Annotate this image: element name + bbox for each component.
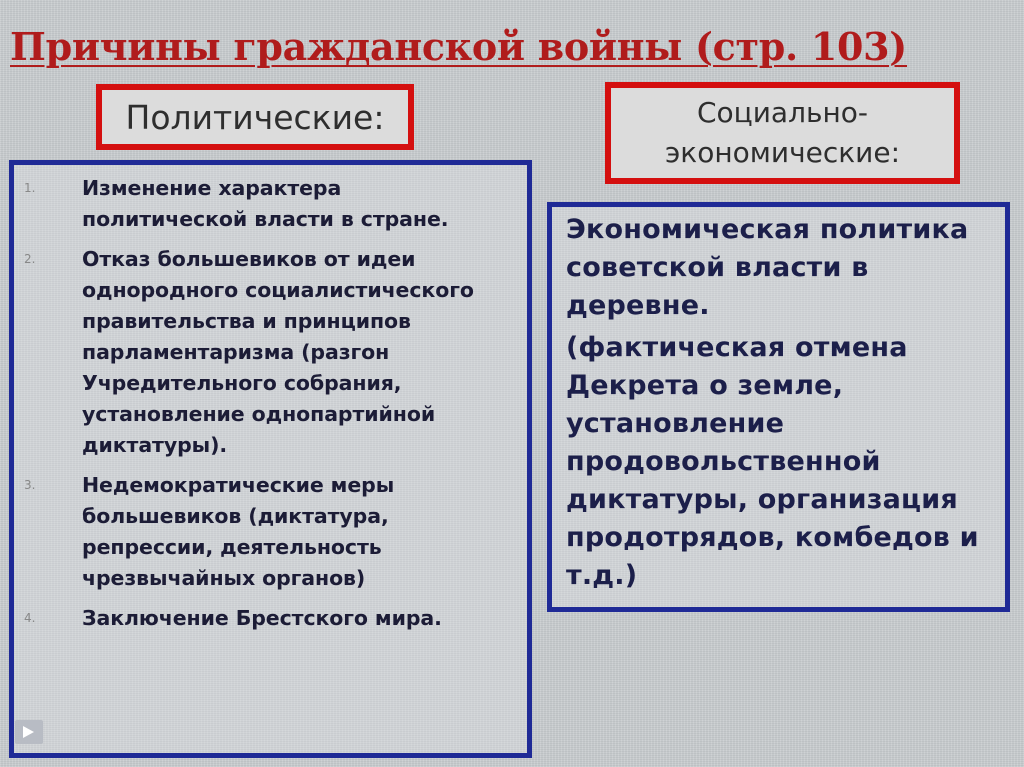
list-item	[14, 470, 527, 594]
political-causes-list	[14, 165, 527, 634]
item-text: Заключение Брестского мира.	[82, 606, 442, 630]
socioeconomic-heading: Социально- экономические:	[664, 96, 901, 169]
item-number: 3.	[24, 478, 36, 492]
slide-nav-button[interactable]	[15, 720, 43, 744]
item-text: Изменение характера политической власти в стране.	[82, 176, 449, 231]
socioeconomic-heading-box	[605, 82, 960, 184]
economic-policy-details: (фактическая отмена Декрета о земле, установление продовольственной диктатуры, организация продотрядов, комбедов и т.д.)	[566, 332, 979, 591]
economic-policy-text: Экономическая политика советской власти в деревне.	[566, 214, 969, 321]
item-number: 1.	[24, 181, 36, 195]
list-item	[14, 244, 527, 461]
list-item	[14, 603, 527, 634]
political-causes-panel	[9, 160, 532, 758]
item-text: Отказ большевиков от идеи однородного социалистического правительства и принципов парламентаризма (разгон Учредительного собрания, установление однопартийной диктатуры).	[82, 247, 474, 457]
political-heading: Политические:	[125, 97, 385, 137]
item-number: 2.	[24, 252, 36, 266]
item-text: Недемократические меры большевиков (диктатура, репрессии, деятельность чрезвычайных органов)	[82, 473, 395, 590]
political-heading-box	[96, 84, 414, 150]
list-item	[14, 173, 527, 235]
socioeconomic-causes-panel	[547, 202, 1010, 612]
slide-title: Причины гражданской войны (стр. 103)	[10, 24, 907, 69]
play-arrow-icon	[23, 726, 34, 738]
item-number: 4.	[24, 611, 36, 625]
